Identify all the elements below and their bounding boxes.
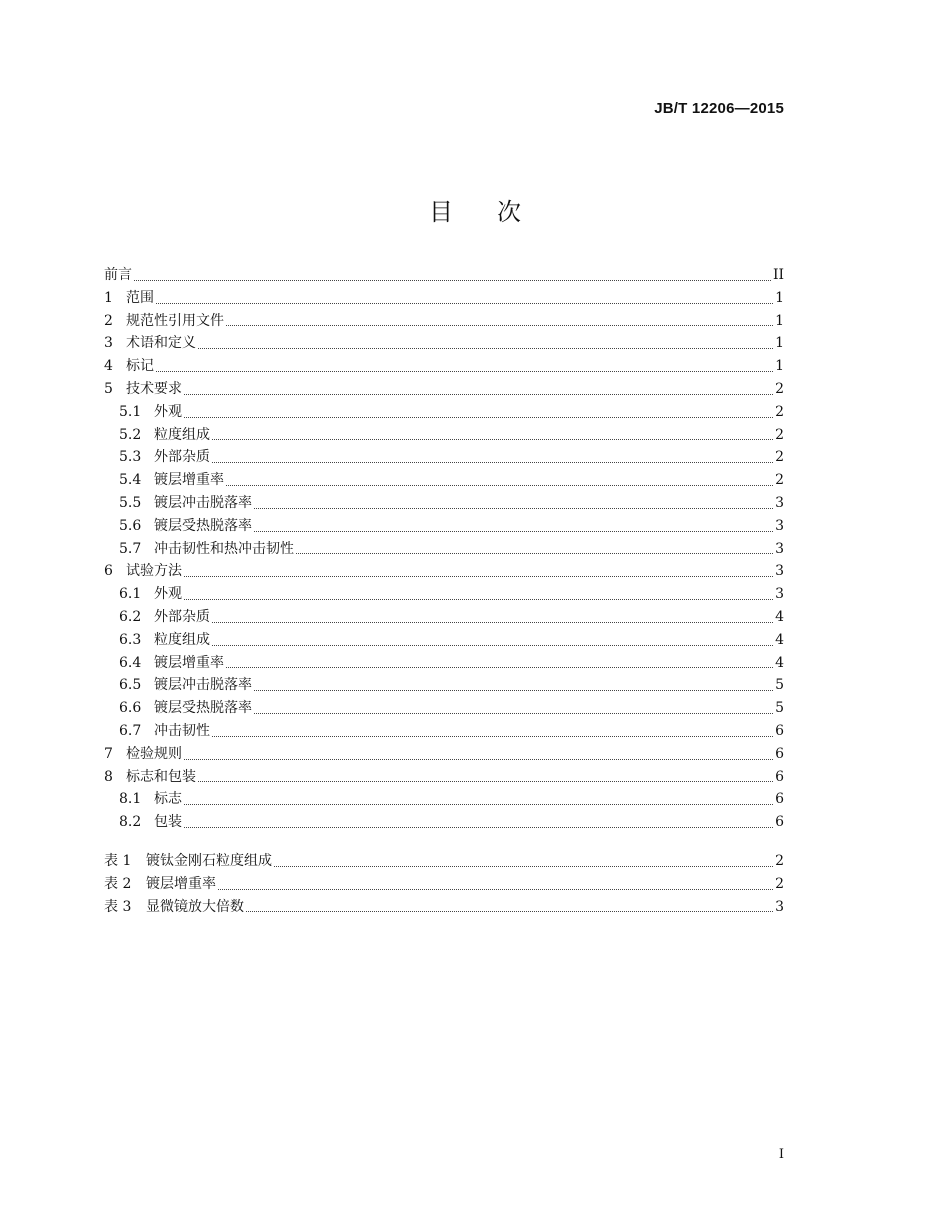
toc-entry[interactable] xyxy=(104,424,784,447)
toc-entry-number: 6.6 xyxy=(119,700,142,717)
dot-leader xyxy=(218,888,773,890)
toc-entry-number: 6 xyxy=(104,563,113,580)
toc-entry-label: 镀层冲击脱落率 xyxy=(154,677,252,694)
toc-entry-page: 4 xyxy=(775,608,784,625)
toc-entry[interactable] xyxy=(104,515,784,538)
toc-entry-number: 6.5 xyxy=(119,677,142,694)
toc-entry-label: 镀层增重率 xyxy=(154,472,224,489)
toc-entry-label: 镀钛金刚石粒度组成 xyxy=(146,852,272,869)
toc-entry-number: 6.2 xyxy=(119,608,142,625)
folio-page-number: I xyxy=(778,1147,784,1162)
dot-leader xyxy=(226,324,773,326)
toc-entry[interactable] xyxy=(104,446,784,469)
toc-entry-label: 前言 xyxy=(104,267,132,283)
toc-entry-label: 镀层增重率 xyxy=(154,654,224,671)
toc-entry-number: 8 xyxy=(104,768,113,785)
dot-leader xyxy=(212,461,773,463)
toc-entry[interactable] xyxy=(104,720,784,743)
dot-leader xyxy=(156,302,773,304)
dot-leader xyxy=(184,393,773,395)
dot-leader xyxy=(212,735,773,737)
toc-entry-label: 镀层增重率 xyxy=(146,875,216,892)
toc-entry-page: 3 xyxy=(775,540,784,557)
toc-entry-page: 6 xyxy=(775,745,784,762)
toc-entry-label: 粒度组成 xyxy=(154,631,210,648)
dot-leader xyxy=(296,552,773,554)
toc-entry-number: 8.2 xyxy=(119,814,142,831)
toc-entry-page: 2 xyxy=(775,426,784,443)
title-char-2: 次 xyxy=(497,198,521,226)
toc-entry-number: 7 xyxy=(104,745,113,762)
toc-entry-label: 规范性引用文件 xyxy=(126,312,224,329)
dot-leader xyxy=(184,758,773,760)
toc-entry-page: 2 xyxy=(775,380,784,397)
toc-entry[interactable] xyxy=(104,606,784,629)
dot-leader xyxy=(198,780,773,782)
toc-entry-page: 3 xyxy=(775,898,784,915)
dot-leader xyxy=(184,598,773,600)
toc-entry-page: 6 xyxy=(775,814,784,831)
toc-entry-page: 5 xyxy=(775,700,784,717)
toc-entry-page: 2 xyxy=(775,875,784,892)
toc-entry-number: 5.1 xyxy=(119,403,142,420)
page-title xyxy=(0,192,950,227)
toc-entry-page: 3 xyxy=(775,517,784,534)
dot-leader xyxy=(156,370,773,372)
standard-code: JB/T 12206—2015 xyxy=(654,100,784,117)
toc-entry[interactable] xyxy=(104,583,784,606)
toc-entry-page: 4 xyxy=(775,631,784,648)
table-list-entry[interactable] xyxy=(104,873,784,896)
toc-entry-page: 3 xyxy=(775,563,784,580)
toc-entry-number: 1 xyxy=(104,289,113,306)
dot-leader xyxy=(198,347,773,349)
dot-leader xyxy=(184,575,773,577)
toc-entry[interactable] xyxy=(104,629,784,652)
toc-entry-number: 5.4 xyxy=(119,472,142,489)
toc-entry[interactable] xyxy=(104,538,784,561)
toc-entry-label: 镀层冲击脱落率 xyxy=(154,494,252,511)
toc-entry-number: 5.7 xyxy=(119,540,142,557)
toc-entry-label: 试验方法 xyxy=(126,563,182,580)
toc-entry[interactable] xyxy=(104,788,784,811)
toc-entry-number: 6.4 xyxy=(119,654,142,671)
toc-entry-page: 1 xyxy=(775,335,784,352)
toc-entry-number: 5.5 xyxy=(119,494,142,511)
dot-leader xyxy=(184,803,773,805)
toc-entry-label: 标记 xyxy=(126,358,154,375)
toc-entry-label: 外部杂质 xyxy=(154,608,210,625)
dot-leader xyxy=(212,438,773,440)
toc-entry[interactable] xyxy=(104,492,784,515)
toc-entry-label: 外部杂质 xyxy=(154,449,210,466)
toc-entry-page: 6 xyxy=(775,791,784,808)
section-spacer xyxy=(104,834,784,850)
dot-leader xyxy=(184,416,773,418)
toc-entry[interactable] xyxy=(104,469,784,492)
toc-entry[interactable] xyxy=(104,287,784,310)
toc-entry-number: 5.6 xyxy=(119,517,142,534)
toc-entry-number: 5.3 xyxy=(119,449,142,466)
toc-entry-page: 5 xyxy=(775,677,784,694)
toc-entry-page: 3 xyxy=(775,494,784,511)
toc-entry-number: 3 xyxy=(104,335,113,352)
toc-entry-number: 4 xyxy=(104,358,113,375)
toc-entry[interactable] xyxy=(104,743,784,766)
toc-entry-label: 外观 xyxy=(154,586,182,603)
toc-entry-number: 表 2 xyxy=(104,875,132,892)
toc-entry-label: 外观 xyxy=(154,403,182,420)
dot-leader xyxy=(254,689,773,691)
dot-leader xyxy=(226,484,773,486)
toc-entry-label: 镀层受热脱落率 xyxy=(154,700,252,717)
toc-entry-page: 1 xyxy=(775,312,784,329)
toc-entry-number: 5 xyxy=(104,380,113,397)
table-of-contents xyxy=(104,264,784,918)
toc-entry-label: 冲击韧性和热冲击韧性 xyxy=(154,540,294,557)
toc-entry-label: 术语和定义 xyxy=(126,335,196,352)
dot-leader xyxy=(134,279,771,281)
toc-entry[interactable] xyxy=(104,401,784,424)
toc-entry[interactable] xyxy=(104,674,784,697)
toc-entry[interactable] xyxy=(104,766,784,789)
toc-entry-number: 8.1 xyxy=(119,791,142,808)
toc-entry[interactable] xyxy=(104,560,784,583)
dot-leader xyxy=(184,826,773,828)
toc-entry-page: 2 xyxy=(775,449,784,466)
toc-entry-number: 6.7 xyxy=(119,722,142,739)
toc-entry-number: 6.3 xyxy=(119,631,142,648)
toc-entry-number: 表 3 xyxy=(104,898,132,915)
toc-entry[interactable] xyxy=(104,652,784,675)
toc-entry-page: 6 xyxy=(775,768,784,785)
title-char-1: 目 xyxy=(429,198,453,226)
toc-entry-label: 冲击韧性 xyxy=(154,722,210,739)
toc-entry-label: 技术要求 xyxy=(126,380,182,397)
toc-entry[interactable] xyxy=(104,264,784,287)
toc-entry-label: 粒度组成 xyxy=(154,426,210,443)
toc-entry-page: 6 xyxy=(775,722,784,739)
table-list-entry[interactable] xyxy=(104,896,784,919)
toc-entry-page: 4 xyxy=(775,654,784,671)
toc-entry-page: II xyxy=(772,267,784,283)
dot-leader xyxy=(226,666,773,668)
toc-entry-label: 包装 xyxy=(154,814,182,831)
toc-entry-page: 1 xyxy=(775,289,784,306)
toc-entry-label: 显微镜放大倍数 xyxy=(146,898,244,915)
toc-entry[interactable] xyxy=(104,310,784,333)
toc-entry[interactable] xyxy=(104,811,784,834)
toc-entry-number: 6.1 xyxy=(119,586,142,603)
toc-entry-page: 2 xyxy=(775,403,784,420)
dot-leader xyxy=(254,507,773,509)
dot-leader xyxy=(254,712,773,714)
toc-entry[interactable] xyxy=(104,355,784,378)
toc-entry[interactable] xyxy=(104,697,784,720)
toc-entry[interactable] xyxy=(104,378,784,401)
dot-leader xyxy=(212,621,773,623)
toc-entry-label: 标志和包装 xyxy=(126,768,196,785)
toc-entry-page: 1 xyxy=(775,358,784,375)
table-list-entry[interactable] xyxy=(104,850,784,873)
dot-leader xyxy=(212,644,773,646)
toc-entry-page: 2 xyxy=(775,852,784,869)
toc-entry-label: 镀层受热脱落率 xyxy=(154,517,252,534)
toc-entry-label: 检验规则 xyxy=(126,745,182,762)
dot-leader xyxy=(254,530,773,532)
dot-leader xyxy=(274,865,773,867)
toc-entry-page: 2 xyxy=(775,472,784,489)
toc-entry-label: 范围 xyxy=(126,289,154,306)
toc-entry-label: 标志 xyxy=(154,791,182,808)
toc-entry-number: 表 1 xyxy=(104,852,132,869)
toc-entry[interactable] xyxy=(104,332,784,355)
toc-entry-number: 5.2 xyxy=(119,426,142,443)
toc-entry-number: 2 xyxy=(104,312,113,329)
toc-entry-page: 3 xyxy=(775,586,784,603)
dot-leader xyxy=(246,910,773,912)
